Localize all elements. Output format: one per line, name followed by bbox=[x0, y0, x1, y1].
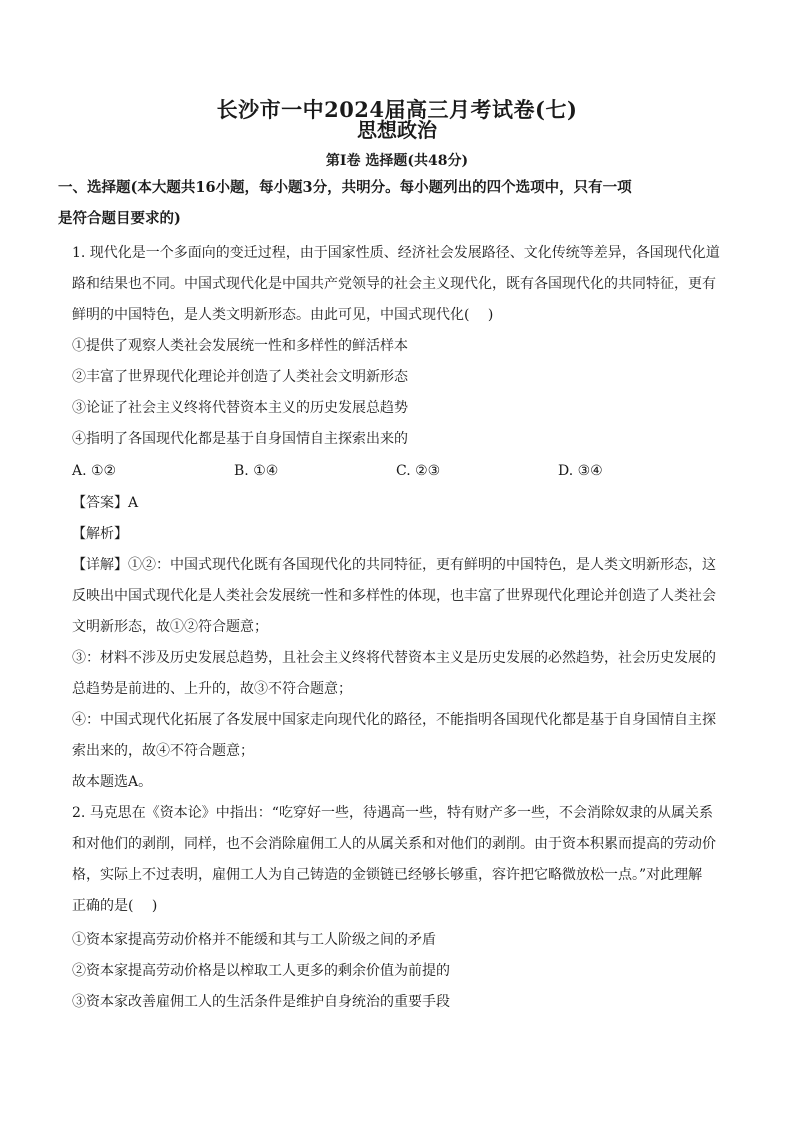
exam-title: 长沙市一中2024届高三月考试卷(七) bbox=[216, 97, 578, 122]
q1-detail-line-3: 文明新形态，故①②符合题意； bbox=[72, 619, 268, 635]
q1-detail-line-7: 索出来的，故④不符合题意； bbox=[72, 743, 254, 759]
instructions-line-2: 是符合题目要求的) bbox=[58, 210, 181, 227]
section-heading: 第Ⅰ卷 选择题(共48分) bbox=[325, 153, 469, 169]
q1-stem-line-2: 路和结果也不同。中国式现代化是中国共产党领导的社会主义现代化，既有各国现代化的共同特征，更有 bbox=[72, 276, 716, 292]
instructions-line-1: 一、选择题(本大题共16小题，每小题3分，共明分。每小题列出的四个选项中，只有一项 bbox=[58, 179, 632, 196]
q1-detail-line-4: ③：材料不涉及历史发展总趋势，且社会主义终将代替资本主义是历史发展的必然趋势，社会历史发展的 bbox=[72, 650, 716, 666]
q1-answer: 【答案】A bbox=[72, 495, 139, 511]
q1-option-c: C. ②③ bbox=[396, 463, 441, 479]
q1-item-2: ②丰富了世界现代化理论并创造了人类社会文明新形态 bbox=[72, 369, 408, 385]
q2-stem-line-3: 格，实际上不过表明，雇佣工人为自己铸造的金锁链已经够长够重，容许把它略微放松一点。”对此理解 bbox=[72, 867, 703, 883]
q2-item-2: ②资本家提高劳动价格是以榨取工人更多的剩余价值为前提的 bbox=[72, 963, 450, 979]
q1-stem-line-3: 鲜明的中国特色，是人类文明新形态。由此可见，中国式现代化( ) bbox=[72, 307, 494, 323]
q2-item-1: ①资本家提高劳动价格并不能缓和其与工人阶级之间的矛盾 bbox=[72, 932, 436, 948]
q1-item-4: ④指明了各国现代化都是基于自身国情自主探索出来的 bbox=[72, 431, 408, 447]
q1-analysis-label: 【解析】 bbox=[72, 526, 128, 542]
q2-stem-line-4: 正确的是( ) bbox=[72, 898, 158, 914]
q1-option-d: D. ③④ bbox=[558, 463, 603, 479]
q1-option-a: A. ①② bbox=[72, 463, 117, 479]
q1-detail-line-8: 故本题选A。 bbox=[72, 774, 153, 790]
q1-option-b: B. ①④ bbox=[234, 463, 279, 479]
q1-detail-line-2: 反映出中国式现代化是人类社会发展统一性和多样性的体现，也丰富了世界现代化理论并创造了人类社会 bbox=[72, 588, 716, 604]
q2-stem-line-2: 和对他们的剥削，同样，也不会消除雇佣工人的从属关系和对他们的剥削。由于资本积累而提高的劳动价 bbox=[72, 836, 716, 852]
q1-detail-line-6: ④：中国式现代化拓展了各发展中国家走向现代化的路径，不能指明各国现代化都是基于自身国情自主探 bbox=[72, 712, 716, 728]
q1-detail-line-5: 总趋势是前进的、上升的，故③不符合题意； bbox=[72, 681, 352, 697]
q2-stem-line-1: 2. 马克思在《资本论》中指出：“吃穿好一些，待遇高一些，特有财产多一些，不会消除奴隶的从属关系 bbox=[72, 805, 713, 821]
q1-item-3: ③论证了社会主义终将代替资本主义的历史发展总趋势 bbox=[72, 400, 408, 416]
q1-stem-line-1: 1. 现代化是一个多面向的变迁过程，由于国家性质、经济社会发展路径、文化传统等差异，各国现代化道 bbox=[72, 245, 720, 261]
q2-item-3: ③资本家改善雇佣工人的生活条件是维护自身统治的重要手段 bbox=[72, 994, 450, 1010]
q1-detail-line-1: 【详解】①②：中国式现代化既有各国现代化的共同特征，更有鲜明的中国特色，是人类文明新形态，这 bbox=[72, 557, 716, 573]
q1-item-1: ①提供了观察人类社会发展统一性和多样性的鲜活样本 bbox=[72, 338, 408, 354]
exam-subject: 思想政治 bbox=[357, 118, 437, 142]
